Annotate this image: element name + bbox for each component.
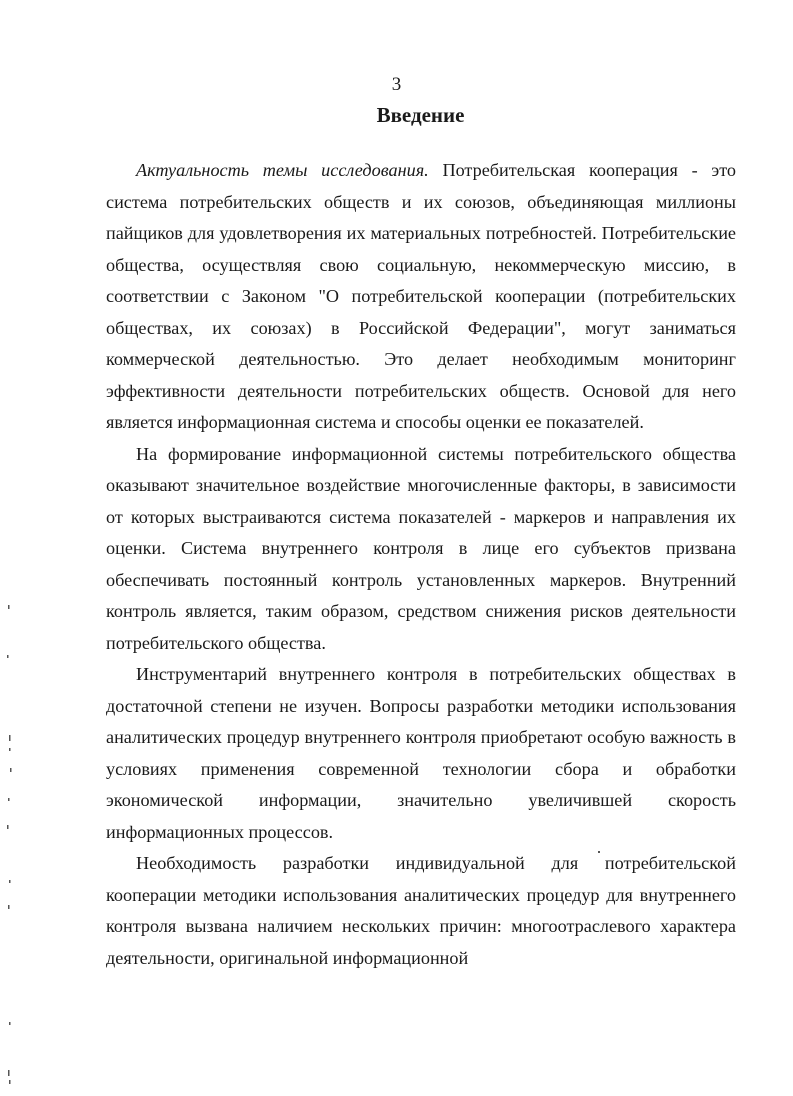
section-title: Введение bbox=[376, 103, 465, 127]
paragraph-lead: Актуальность темы исследования. bbox=[136, 160, 429, 180]
paragraph-relevance bbox=[106, 155, 736, 439]
paragraph-text: Потребительская кооперация - это система потребительских обществ и их союзов, объединяющая миллионы пайщиков для удовлетворения их материальных потребностей. Потребительские общества, осуществляя свою социальную, некоммерческую миссию, в соответствии с Законом "О потребительской кооперации (потребительских обществах, их союзах) в Российской Федерации", могут заниматься коммерческой деятельностью. Это делает необходимым мониторинг эффективности деятельности потребительских обществ. Основой для него является информационная система и способы оценки ее показателей. bbox=[106, 160, 736, 432]
paragraph-information-system: На формирование информационной системы потребительского общества оказывают значительное воздействие многочисленные факторы, в зависимости от которых выстраиваются система показателей - маркеров и направления их оценки. Система внутреннего контроля в лице его субъектов призвана обеспечивать постоянный контроль установленных маркеров. Внутренний контроль является, таким образом, средством снижения рисков деятельности потребительского общества. bbox=[106, 443, 736, 653]
paragraph-instruments: Инструментарий внутреннего контроля в потребительских обществах в достаточной степени не изучен. Вопросы разработки методики использования аналитических процедур внутреннего контроля приобретают особую важность в условиях применения современной технологии сбора и обработки экономической информации, значительно увеличившей скорость информационных процессов. bbox=[106, 664, 736, 842]
page-number: 3 bbox=[391, 74, 402, 95]
paragraph-necessity: Необходимость разработки индивидуальной для потребительской кооперации методики использования аналитических процедур для внутреннего контроля вызвана наличием нескольких причин: многоотраслевого характера деятельности, оригинальной информационной bbox=[106, 853, 736, 968]
body-text bbox=[106, 155, 736, 974]
